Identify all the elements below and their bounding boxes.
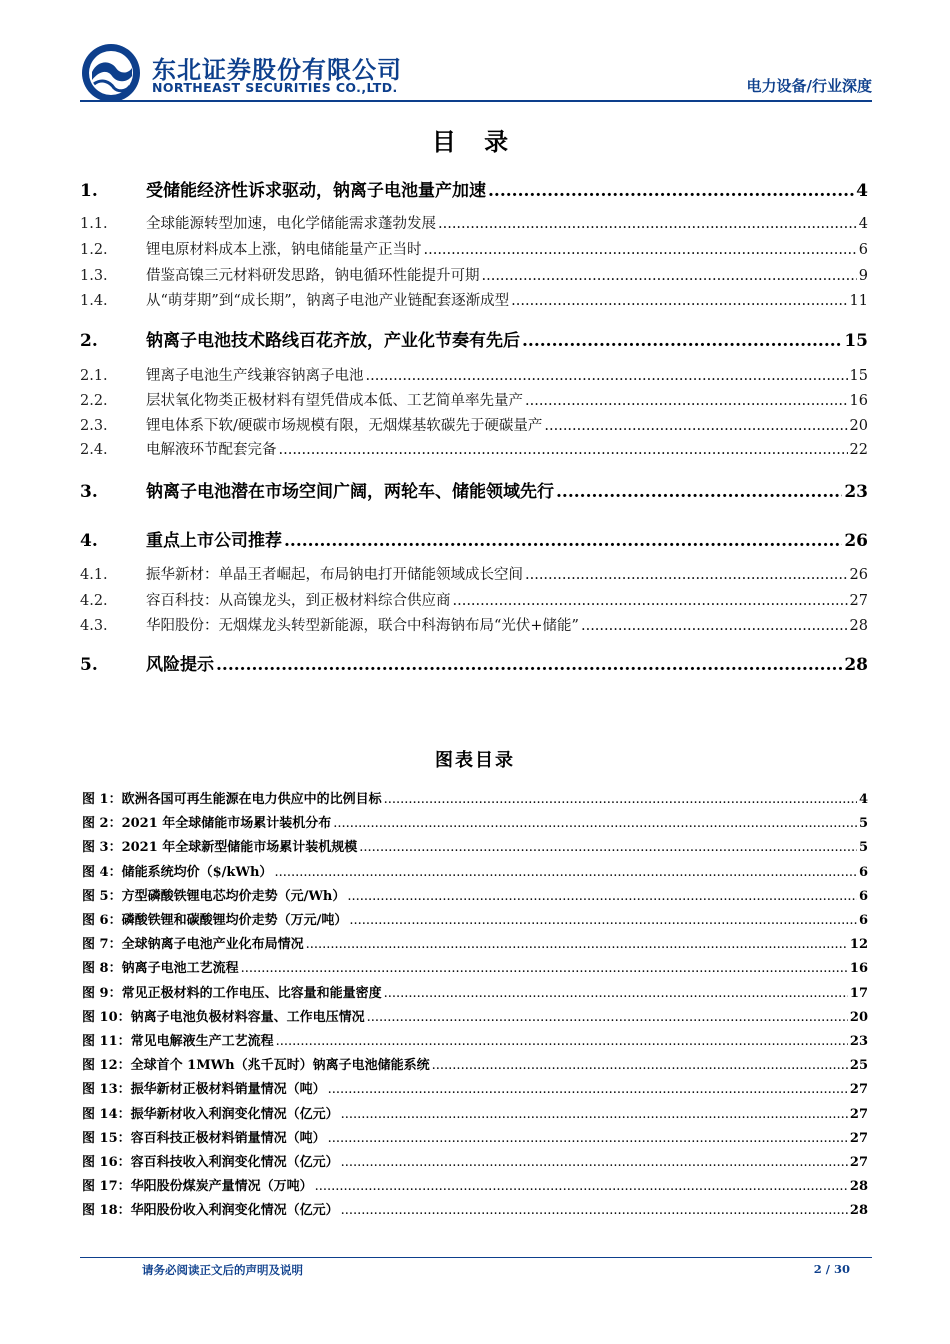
figure-leader-dots bbox=[384, 792, 857, 807]
toc-entry-number: 2.4. bbox=[80, 442, 108, 458]
toc-entry-number: 1.4. bbox=[80, 293, 108, 309]
toc-entry[interactable] bbox=[80, 414, 868, 435]
figure-entry-title: 图 3：2021 年全球新型储能市场累计装机规模 bbox=[82, 840, 358, 855]
toc-entry-title: 从“萌芽期”到“成长期”，钠离子电池产业链配套逐渐成型 bbox=[146, 293, 510, 309]
figure-entry-title: 图 7：全球钠离子电池产业化布局情况 bbox=[82, 937, 304, 952]
figure-entry[interactable] bbox=[82, 1054, 868, 1073]
toc-entry-number: 4.1. bbox=[80, 567, 108, 583]
figure-entry[interactable] bbox=[82, 812, 868, 831]
figure-leader-dots bbox=[306, 937, 848, 952]
figure-entry-title: 图 2：2021 年全球储能市场累计装机分布 bbox=[82, 816, 332, 831]
figure-entry-title: 图 6：磷酸铁锂和碳酸锂均价走势（万元/吨） bbox=[82, 913, 348, 928]
figure-entry-page: 5 bbox=[858, 816, 868, 831]
toc-entry[interactable] bbox=[80, 614, 868, 635]
toc-entry-number: 1.3. bbox=[80, 268, 108, 284]
toc-entry-number: 3. bbox=[80, 482, 98, 502]
figure-entry-title: 图 11：常见电解液生产工艺流程 bbox=[82, 1034, 274, 1049]
toc-entry[interactable] bbox=[80, 264, 868, 285]
figure-entry-page: 28 bbox=[849, 1203, 868, 1218]
toc-entry-title: 重点上市公司推荐 bbox=[146, 531, 282, 551]
figure-entry-page: 6 bbox=[858, 865, 868, 880]
toc-entry-number: 1.2. bbox=[80, 242, 108, 258]
figure-leader-dots bbox=[333, 816, 857, 831]
toc-entry-page: 28 bbox=[844, 655, 868, 675]
figure-leader-dots bbox=[384, 986, 848, 1001]
toc-leader-dots bbox=[522, 331, 842, 351]
toc-entry[interactable] bbox=[80, 212, 868, 233]
toc-entry-page: 26 bbox=[844, 531, 868, 551]
figure-entry-page: 23 bbox=[849, 1034, 868, 1049]
figure-entry[interactable] bbox=[82, 1030, 868, 1049]
figure-entry-page: 27 bbox=[849, 1131, 868, 1146]
figure-leader-dots bbox=[341, 1107, 848, 1122]
figure-entry-title: 图 9：常见正极材料的工作电压、比容量和能量密度 bbox=[82, 986, 382, 1001]
figure-leader-dots bbox=[347, 889, 857, 904]
figure-entry-title: 图 15：容百科技正极材料销量情况（吨） bbox=[82, 1131, 326, 1146]
figure-entry[interactable] bbox=[82, 1103, 868, 1122]
toc-entry-title: 受储能经济性诉求驱动，钠离子电池量产加速 bbox=[146, 181, 486, 201]
toc-entry-number: 2.2. bbox=[80, 393, 108, 409]
figure-entry-title: 图 10：钠离子电池负极材料容量、工作电压情况 bbox=[82, 1010, 365, 1025]
toc-entry-page: 11 bbox=[849, 293, 868, 309]
figure-entry[interactable] bbox=[82, 933, 868, 952]
figure-entry[interactable] bbox=[82, 1151, 868, 1170]
page-header bbox=[0, 0, 950, 110]
toc-entry-title: 全球能源转型加速，电化学储能需求蓬勃发展 bbox=[146, 216, 436, 232]
company-name-cn: 东北证券股份有限公司 bbox=[152, 56, 402, 84]
toc-leader-dots bbox=[284, 531, 842, 551]
toc-entry-title: 电解液环节配套完备 bbox=[146, 442, 277, 458]
toc-leader-dots bbox=[511, 293, 847, 309]
toc-leader-dots bbox=[279, 442, 848, 458]
toc-leader-dots bbox=[453, 593, 848, 609]
northeast-securities-logo-icon bbox=[80, 42, 142, 104]
toc-leader-dots bbox=[525, 393, 848, 409]
toc-entry-title: 振华新材：单晶王者崛起，布局钠电打开储能领域成长空间 bbox=[146, 567, 523, 583]
toc-entry[interactable] bbox=[80, 289, 868, 310]
toc-entry-page: 15 bbox=[844, 331, 868, 351]
figure-entry[interactable] bbox=[82, 1175, 868, 1194]
toc-leader-dots bbox=[366, 368, 848, 384]
figure-entry-page: 12 bbox=[849, 937, 868, 952]
figure-entry[interactable] bbox=[82, 1127, 868, 1146]
figure-leader-dots bbox=[349, 913, 857, 928]
figure-entry[interactable] bbox=[82, 1199, 868, 1218]
toc-entry-title: 华阳股份：无烟煤龙头转型新能源，联合中科海钠布局“光伏+储能” bbox=[146, 618, 579, 634]
company-name-en: NORTHEAST SECURITIES CO.,LTD. bbox=[152, 80, 398, 95]
toc-leader-dots bbox=[488, 181, 854, 201]
toc-entry-title: 层状氧化物类正极材料有望凭借成本低、工艺简单率先量产 bbox=[146, 393, 523, 409]
toc-entry[interactable] bbox=[80, 563, 868, 584]
toc-entry[interactable] bbox=[80, 438, 868, 459]
figure-entry[interactable] bbox=[82, 1006, 868, 1025]
figure-entry-page: 27 bbox=[849, 1082, 868, 1097]
report-category: 电力设备/行业深度 bbox=[746, 77, 872, 95]
toc-entry-page: 16 bbox=[849, 393, 868, 409]
figure-list-title: 图表目录 bbox=[435, 750, 515, 771]
toc-entry[interactable] bbox=[80, 589, 868, 610]
figure-entry-title: 图 14：振华新材收入利润变化情况（亿元） bbox=[82, 1107, 339, 1122]
figure-entry-title: 图 8：钠离子电池工艺流程 bbox=[82, 961, 239, 976]
toc-entry[interactable] bbox=[80, 238, 868, 259]
figure-entry-page: 27 bbox=[849, 1107, 868, 1122]
toc-entry-page: 20 bbox=[849, 418, 868, 434]
toc-entry[interactable] bbox=[80, 176, 868, 201]
toc-entry-number: 4. bbox=[80, 531, 98, 551]
figure-leader-dots bbox=[328, 1131, 848, 1146]
toc-leader-dots bbox=[544, 418, 847, 434]
figure-leader-dots bbox=[328, 1082, 848, 1097]
figure-leader-dots bbox=[274, 865, 857, 880]
figure-entry-page: 6 bbox=[858, 889, 868, 904]
toc-leader-dots bbox=[216, 655, 842, 675]
toc-entry[interactable] bbox=[80, 477, 868, 502]
figure-entry-title: 图 13：振华新材正极材料销量情况（吨） bbox=[82, 1082, 326, 1097]
toc-entry[interactable] bbox=[80, 526, 868, 551]
toc-entry-title: 锂电体系下软/硬碳市场规模有限，无烟煤基软碳先于硬碳量产 bbox=[146, 418, 543, 434]
figure-entry-page: 25 bbox=[849, 1058, 868, 1073]
disclaimer-note: 请务必阅读正文后的声明及说明 bbox=[142, 1263, 303, 1277]
figure-leader-dots bbox=[367, 1010, 848, 1025]
header-divider bbox=[80, 100, 872, 102]
figure-entry[interactable] bbox=[82, 861, 868, 880]
figure-entry-page: 5 bbox=[858, 840, 868, 855]
figure-entry[interactable] bbox=[82, 885, 868, 904]
toc-leader-dots bbox=[424, 242, 857, 258]
toc-entry[interactable] bbox=[80, 389, 868, 410]
figure-entry-title: 图 18：华阳股份收入利润变化情况（亿元） bbox=[82, 1203, 339, 1218]
toc-entry-title: 钠离子电池潜在市场空间广阔，两轮车、储能领域先行 bbox=[146, 482, 554, 502]
footer-divider bbox=[80, 1257, 872, 1258]
toc-entry-title: 钠离子电池技术路线百花齐放，产业化节奏有先后 bbox=[146, 331, 520, 351]
figure-leader-dots bbox=[359, 840, 857, 855]
toc-entry-number: 4.2. bbox=[80, 593, 108, 609]
figure-entry-title: 图 12：全球首个 1MWh（兆千瓦时）钠离子电池储能系统 bbox=[82, 1058, 430, 1073]
toc-entry-title: 风险提示 bbox=[146, 655, 214, 675]
toc-entry-title: 容百科技：从高镍龙头，到正极材料综合供应商 bbox=[146, 593, 451, 609]
toc-leader-dots bbox=[525, 567, 848, 583]
figure-entry-title: 图 16：容百科技收入利润变化情况（亿元） bbox=[82, 1155, 339, 1170]
figure-entry-page: 4 bbox=[858, 792, 868, 807]
figure-entry[interactable] bbox=[82, 836, 868, 855]
figure-entry-title: 图 17：华阳股份煤炭产量情况（万吨） bbox=[82, 1179, 313, 1194]
toc-entry-number: 2. bbox=[80, 331, 98, 351]
figure-entry-page: 28 bbox=[849, 1179, 868, 1194]
page-indicator: 2 / 30 bbox=[813, 1262, 850, 1276]
figure-entry-page: 17 bbox=[849, 986, 868, 1001]
toc-entry-page: 15 bbox=[849, 368, 868, 384]
toc-entry-page: 9 bbox=[858, 268, 868, 284]
figure-entry-page: 6 bbox=[858, 913, 868, 928]
figure-entry[interactable] bbox=[82, 1078, 868, 1097]
figure-entry[interactable] bbox=[82, 788, 868, 807]
toc-entry-number: 2.1. bbox=[80, 368, 108, 384]
toc-entry-page: 6 bbox=[858, 242, 868, 258]
toc-entry-title: 借鉴高镍三元材料研发思路，钠电循环性能提升可期 bbox=[146, 268, 480, 284]
toc-entry-title: 锂电原材料成本上涨，钠电储能量产正当时 bbox=[146, 242, 422, 258]
figure-leader-dots bbox=[341, 1155, 848, 1170]
toc-entry[interactable] bbox=[80, 650, 868, 675]
figure-leader-dots bbox=[341, 1203, 848, 1218]
figure-entry[interactable] bbox=[82, 957, 868, 976]
figure-entry-page: 20 bbox=[849, 1010, 868, 1025]
figure-entry-page: 16 bbox=[849, 961, 868, 976]
toc-entry-number: 2.3. bbox=[80, 418, 108, 434]
toc-entry-page: 27 bbox=[849, 593, 868, 609]
figure-entry-title: 图 5：方型磷酸铁锂电芯均价走势（元/Wh） bbox=[82, 889, 346, 904]
figure-leader-dots bbox=[432, 1058, 848, 1073]
toc-entry-number: 1.1. bbox=[80, 216, 108, 232]
figure-leader-dots bbox=[315, 1179, 848, 1194]
toc-entry[interactable] bbox=[80, 326, 868, 351]
toc-entry-page: 28 bbox=[849, 618, 868, 634]
toc-leader-dots bbox=[438, 216, 857, 232]
toc-entry-page: 23 bbox=[844, 482, 868, 502]
toc-entry-page: 26 bbox=[849, 567, 868, 583]
toc-title: 目 录 bbox=[431, 127, 519, 156]
figure-entry[interactable] bbox=[82, 982, 868, 1001]
figure-entry-title: 图 4：储能系统均价（$/kWh） bbox=[82, 865, 273, 880]
toc-entry-title: 锂离子电池生产线兼容钠离子电池 bbox=[146, 368, 364, 384]
figure-entry[interactable] bbox=[82, 909, 868, 928]
toc-entry[interactable] bbox=[80, 364, 868, 385]
toc-entry-number: 5. bbox=[80, 655, 98, 675]
toc-entry-page: 22 bbox=[849, 442, 868, 458]
figure-leader-dots bbox=[276, 1034, 848, 1049]
toc-entry-number: 1. bbox=[80, 181, 98, 201]
toc-leader-dots bbox=[556, 482, 842, 502]
toc-entry-number: 4.3. bbox=[80, 618, 108, 634]
toc-entry-page: 4 bbox=[858, 216, 868, 232]
figure-leader-dots bbox=[241, 961, 848, 976]
figure-entry-title: 图 1：欧洲各国可再生能源在电力供应中的比例目标 bbox=[82, 792, 382, 807]
figure-entry-page: 27 bbox=[849, 1155, 868, 1170]
toc-leader-dots bbox=[482, 268, 857, 284]
toc-entry-page: 4 bbox=[856, 181, 868, 201]
toc-leader-dots bbox=[581, 618, 848, 634]
